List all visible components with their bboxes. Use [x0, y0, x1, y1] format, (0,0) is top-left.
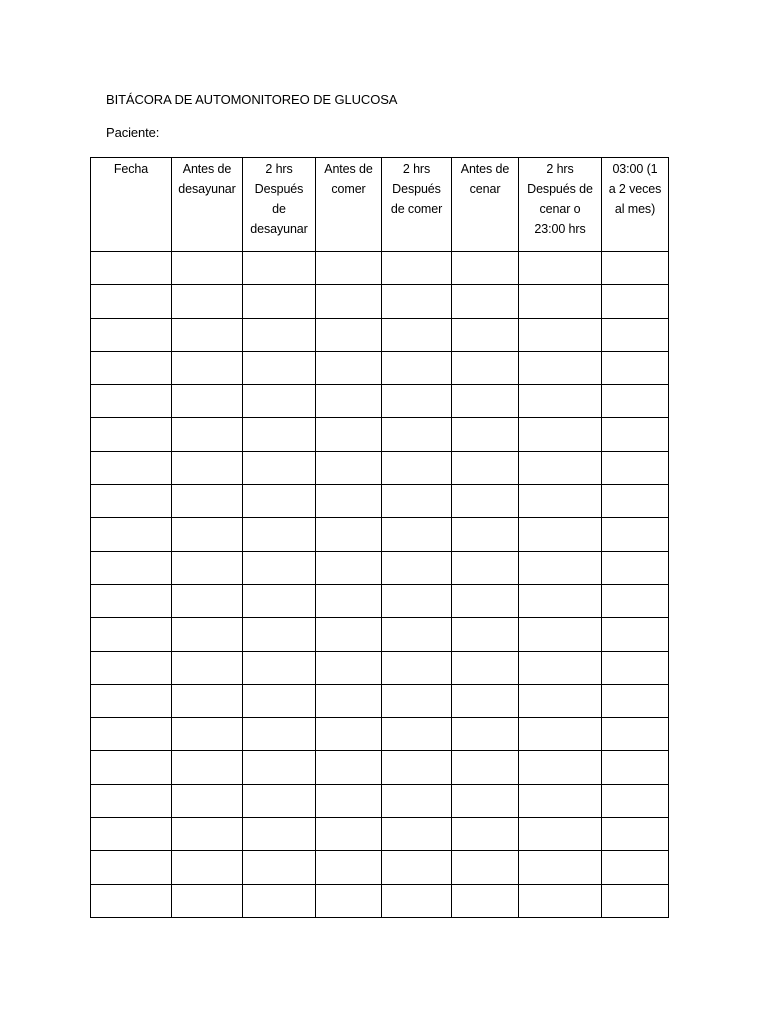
table-cell — [602, 485, 669, 518]
table-cell — [316, 851, 382, 884]
table-cell — [172, 351, 243, 384]
table-cell — [243, 618, 316, 651]
table-cell — [91, 485, 172, 518]
table-cell — [452, 884, 519, 917]
table-cell — [382, 618, 452, 651]
table-cell — [602, 784, 669, 817]
table-row — [91, 318, 669, 351]
table-cell — [243, 884, 316, 917]
header-despues-comer: 2 hrs Después de comer — [382, 158, 452, 252]
table-cell — [519, 818, 602, 851]
document-title: BITÁCORA DE AUTOMONITOREO DE GLUCOSA — [106, 92, 398, 107]
table-cell — [602, 684, 669, 717]
table-cell — [172, 318, 243, 351]
table-cell — [91, 451, 172, 484]
table-cell — [172, 385, 243, 418]
table-cell — [602, 518, 669, 551]
table-cell — [316, 551, 382, 584]
table-cell — [452, 318, 519, 351]
table-cell — [382, 451, 452, 484]
table-cell — [172, 451, 243, 484]
table-cell — [172, 718, 243, 751]
table-cell — [519, 784, 602, 817]
table-cell — [452, 851, 519, 884]
table-cell — [243, 318, 316, 351]
table-cell — [243, 718, 316, 751]
table-cell — [382, 684, 452, 717]
table-row — [91, 618, 669, 651]
table-cell — [602, 351, 669, 384]
table-row — [91, 718, 669, 751]
table-cell — [91, 784, 172, 817]
table-row — [91, 584, 669, 617]
table-cell — [382, 418, 452, 451]
table-cell — [382, 651, 452, 684]
table-cell — [316, 718, 382, 751]
table-cell — [243, 252, 316, 285]
table-cell — [602, 718, 669, 751]
table-cell — [316, 618, 382, 651]
table-cell — [91, 318, 172, 351]
table-row — [91, 818, 669, 851]
table-cell — [519, 518, 602, 551]
table-cell — [519, 551, 602, 584]
table-cell — [243, 518, 316, 551]
table-row — [91, 651, 669, 684]
table-cell — [602, 651, 669, 684]
table-cell — [519, 751, 602, 784]
table-cell — [602, 551, 669, 584]
table-cell — [452, 385, 519, 418]
table-cell — [316, 485, 382, 518]
table-row — [91, 518, 669, 551]
table-cell — [602, 818, 669, 851]
table-row — [91, 385, 669, 418]
table-cell — [602, 851, 669, 884]
table-cell — [602, 252, 669, 285]
table-cell — [243, 351, 316, 384]
table-cell — [172, 418, 243, 451]
table-cell — [91, 651, 172, 684]
table-cell — [519, 884, 602, 917]
table-cell — [243, 818, 316, 851]
table-cell — [382, 318, 452, 351]
header-antes-comer: Antes de comer — [316, 158, 382, 252]
table-cell — [91, 252, 172, 285]
table-cell — [172, 851, 243, 884]
table-cell — [452, 818, 519, 851]
table-cell — [91, 418, 172, 451]
table-cell — [243, 385, 316, 418]
table-row — [91, 485, 669, 518]
table-cell — [316, 784, 382, 817]
table-row — [91, 285, 669, 318]
header-antes-cenar: Antes de cenar — [452, 158, 519, 252]
table-cell — [172, 518, 243, 551]
table-cell — [519, 318, 602, 351]
table-cell — [382, 351, 452, 384]
table-cell — [382, 584, 452, 617]
table-cell — [172, 485, 243, 518]
table-cell — [243, 684, 316, 717]
table-cell — [452, 718, 519, 751]
table-cell — [172, 285, 243, 318]
table-cell — [519, 618, 602, 651]
table-cell — [316, 651, 382, 684]
table-cell — [519, 351, 602, 384]
header-despues-cenar: 2 hrs Después de cenar o 23:00 hrs — [519, 158, 602, 252]
table-cell — [452, 418, 519, 451]
table-cell — [91, 818, 172, 851]
table-cell — [172, 784, 243, 817]
table-cell — [91, 851, 172, 884]
table-row — [91, 418, 669, 451]
header-antes-desayunar: Antes de desayunar — [172, 158, 243, 252]
table-cell — [452, 551, 519, 584]
table-cell — [91, 285, 172, 318]
patient-label: Paciente: — [106, 125, 160, 140]
table-cell — [519, 684, 602, 717]
table-cell — [243, 784, 316, 817]
table-cell — [602, 751, 669, 784]
table-cell — [602, 285, 669, 318]
table-cell — [519, 851, 602, 884]
table-row — [91, 451, 669, 484]
table-cell — [316, 751, 382, 784]
table-row — [91, 551, 669, 584]
table-cell — [172, 684, 243, 717]
table-row — [91, 684, 669, 717]
table-cell — [243, 551, 316, 584]
table-cell — [243, 851, 316, 884]
table-cell — [243, 651, 316, 684]
table-cell — [452, 584, 519, 617]
table-row — [91, 784, 669, 817]
table-row — [91, 351, 669, 384]
table-cell — [316, 252, 382, 285]
table-cell — [452, 351, 519, 384]
table-cell — [91, 385, 172, 418]
table-cell — [316, 584, 382, 617]
table-cell — [316, 451, 382, 484]
table-cell — [602, 318, 669, 351]
table-cell — [172, 551, 243, 584]
table-cell — [91, 884, 172, 917]
table-cell — [172, 884, 243, 917]
table-cell — [243, 584, 316, 617]
table-cell — [452, 451, 519, 484]
table-cell — [452, 784, 519, 817]
table-cell — [452, 252, 519, 285]
table-cell — [452, 684, 519, 717]
table-cell — [91, 618, 172, 651]
table-cell — [519, 718, 602, 751]
table-cell — [382, 518, 452, 551]
table-cell — [452, 485, 519, 518]
table-cell — [382, 252, 452, 285]
table-cell — [382, 285, 452, 318]
table-cell — [316, 884, 382, 917]
table-cell — [172, 252, 243, 285]
table-cell — [243, 418, 316, 451]
header-despues-desayunar: 2 hrs Después de desayunar — [243, 158, 316, 252]
table-cell — [172, 751, 243, 784]
table-cell — [91, 518, 172, 551]
table-cell — [243, 751, 316, 784]
table-cell — [519, 285, 602, 318]
table-cell — [602, 618, 669, 651]
table-cell — [519, 485, 602, 518]
table-cell — [602, 584, 669, 617]
table-cell — [316, 518, 382, 551]
table-body — [91, 252, 669, 918]
table-cell — [316, 285, 382, 318]
table-cell — [602, 884, 669, 917]
table-cell — [452, 751, 519, 784]
table-cell — [382, 485, 452, 518]
table-row — [91, 252, 669, 285]
table-row — [91, 884, 669, 917]
table-cell — [602, 418, 669, 451]
table-cell — [316, 351, 382, 384]
table-cell — [519, 252, 602, 285]
table-row — [91, 751, 669, 784]
table-header-row — [91, 158, 669, 252]
table-cell — [452, 618, 519, 651]
table-cell — [91, 351, 172, 384]
table-cell — [172, 618, 243, 651]
table-cell — [172, 584, 243, 617]
table-cell — [91, 551, 172, 584]
table-cell — [519, 385, 602, 418]
header-fecha: Fecha — [91, 158, 172, 252]
table-cell — [316, 818, 382, 851]
table-cell — [452, 651, 519, 684]
table-cell — [452, 285, 519, 318]
glucose-log-table — [90, 157, 669, 918]
table-row — [91, 851, 669, 884]
table-cell — [172, 818, 243, 851]
table-cell — [243, 285, 316, 318]
table-cell — [91, 584, 172, 617]
table-cell — [452, 518, 519, 551]
table-cell — [602, 385, 669, 418]
table-cell — [243, 485, 316, 518]
table-cell — [519, 451, 602, 484]
table-cell — [91, 718, 172, 751]
table-cell — [382, 718, 452, 751]
table-cell — [602, 451, 669, 484]
table-cell — [91, 684, 172, 717]
table-cell — [382, 884, 452, 917]
table-cell — [519, 584, 602, 617]
table-cell — [382, 784, 452, 817]
table-cell — [382, 551, 452, 584]
table-cell — [316, 318, 382, 351]
table-cell — [382, 818, 452, 851]
table-cell — [172, 651, 243, 684]
header-madrugada: 03:00 (1 a 2 veces al mes) — [602, 158, 669, 252]
table-cell — [382, 851, 452, 884]
table-cell — [382, 751, 452, 784]
table-cell — [91, 751, 172, 784]
table-cell — [382, 385, 452, 418]
table-cell — [316, 418, 382, 451]
table-cell — [519, 418, 602, 451]
table-cell — [316, 684, 382, 717]
table-cell — [243, 451, 316, 484]
table-cell — [519, 651, 602, 684]
table-cell — [316, 385, 382, 418]
